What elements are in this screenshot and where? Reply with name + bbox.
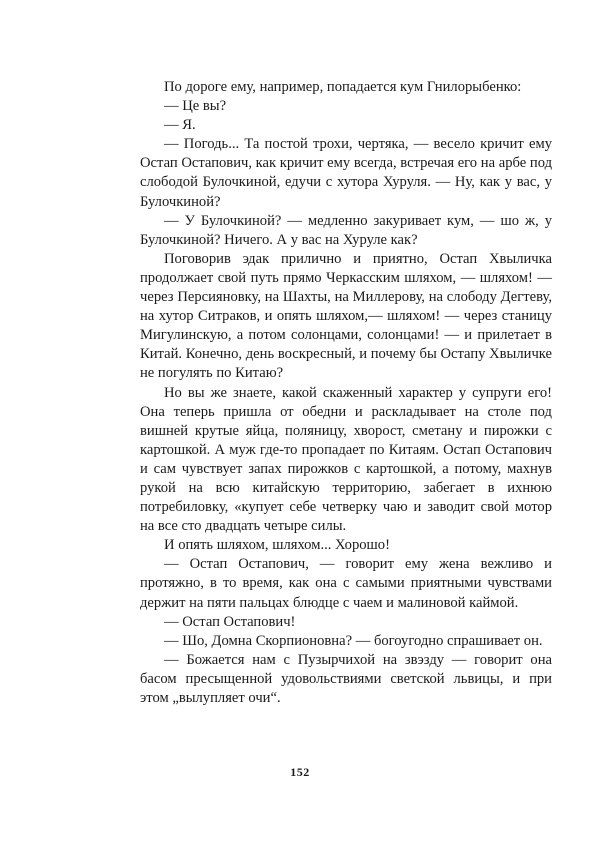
paragraph: — Я. [164,117,196,134]
paragraph: Но вы же знаете, какой скаженный характер у супруги его! Она теперь пришла от обедни и раскладывает на столе под вишней крутые яйца, поляницу, хворост, сметану и пирожки с картошкой. А муж где-то пропадает по Китаям. Остап Остапович и сам чувствует запах пирожков с картошкой, а потому, махнув рукой на всю китайскую территорию, забегает в ихнюю потребиловку, «купует себе четверку чаю и заводит свой мотор на все сто двадцать четыре силы. [140,384,552,535]
paragraph: — Це вы? [164,98,227,115]
paragraph: — Божается нам с Пузырчихой на звэзду — говорит она басом пресыщенной удовольствиями светской львицы, и при этом „вылупляет очи“. [140,651,552,706]
paragraph: — Шо, Домна Скорпионовна? — богоугодно спрашивает он. [164,632,543,649]
paragraph: — Остап Остапович, — говорит ему жена вежливо и протяжно, в то время, как она с самыми приятными чувствами держит на пяти пальцах блюдце с чаем и малиновой каймой. [140,556,552,611]
paragraph: — У Булочкиной? — медленно закуривает кум, — шо ж, у Булочкиной? Ничего. А у вас на Хуруле как? [140,212,552,248]
paragraph: И опять шляхом, шляхом... Хорошо! [164,537,390,554]
paragraph: — Остап Остапович! [164,613,296,630]
paragraph: Поговорив эдак прилично и приятно, Остап Хвыличка продолжает свой путь прямо Черкасским шляхом, — шляхом! — через Персияновку, на Шахты, на Миллерову, на слободу Дегтеву, на хутор Ситраков, и опять шляхом,— шляхом! — через станицу Мигулинскую, а потом солонцами, солонцами! — и прилетает в Китай. Конечно, день воскресный, и почему бы Остапу Хвыличке не погулять по Китаю? [140,250,552,382]
page-number: 152 [290,765,310,779]
page-text [140,78,552,708]
paragraph: — Погодь... Та постой трохи, чертяка, — весело кричит ему Остап Остапович, как кричит ему всегда, встречая его на арбе под слободой Булочкиной, едучи с хутора Хуруля. — Ну, как у вас, у Булочкиной? [140,136,552,210]
paragraph: По дороге ему, например, попадается кум Гнилорыбенко: [164,79,522,95]
